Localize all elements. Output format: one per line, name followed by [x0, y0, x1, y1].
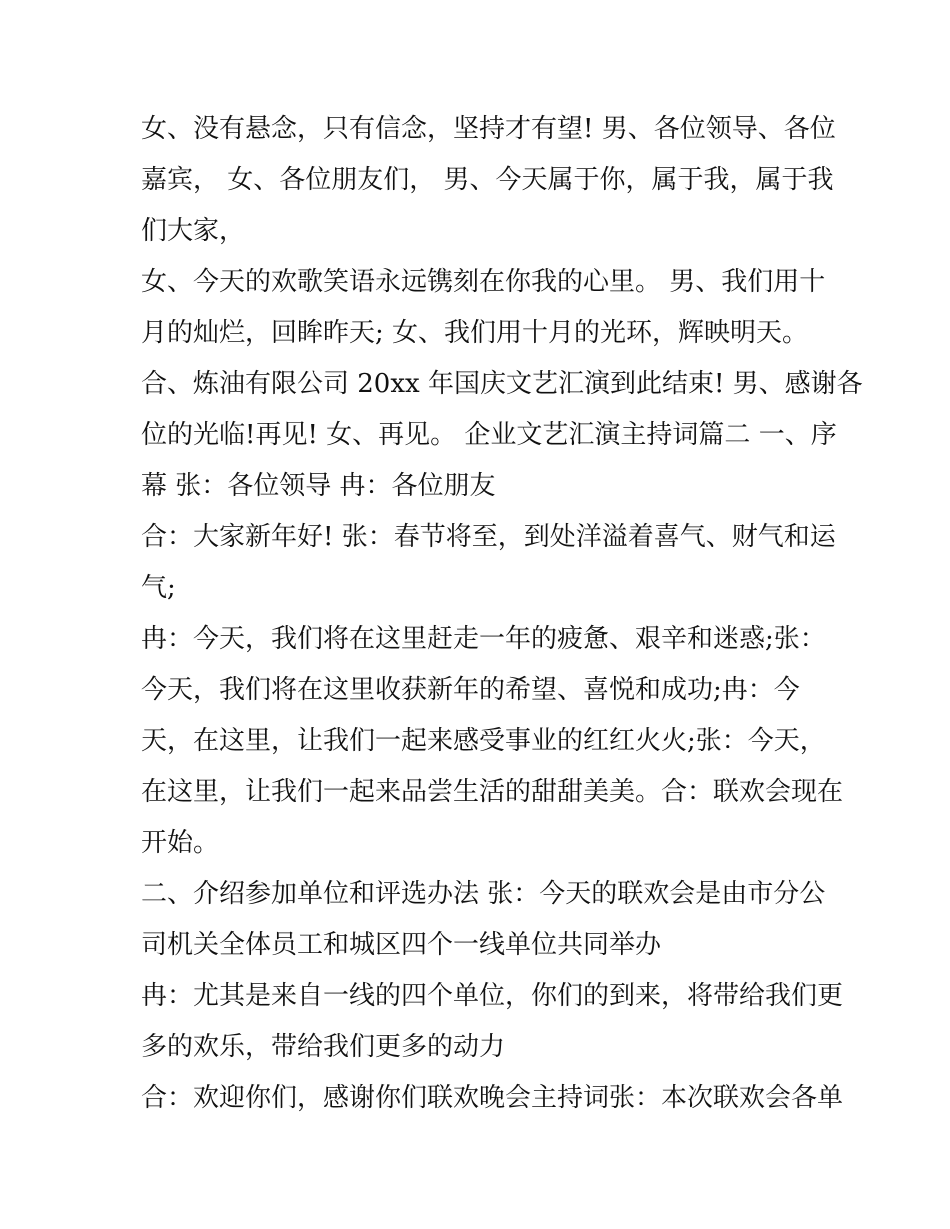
text-line: 开始。 [141, 828, 220, 858]
text-line: 幕 张：各位领导 冉：各位朋友 [141, 471, 496, 501]
text-line: 月的灿烂，回眸昨天; 女、我们用十月的光环，辉映明天。 [141, 318, 809, 348]
text-line: 冉：今天，我们将在这里赶走一年的疲惫、艰辛和迷惑;张： [141, 624, 826, 654]
text-line: 嘉宾， 女、各位朋友们， 男、今天属于你，属于我，属于我 [141, 165, 834, 195]
text-line: 二、介绍参加单位和评选办法 张：今天的联欢会是由市分公 [141, 879, 826, 909]
text-line: 合、炼油有限公司 20xx 年国庆文艺汇演到此结束! 男、感谢各 [141, 369, 863, 399]
text-line: 在这里，让我们一起来品尝生活的甜甜美美。合：联欢会现在 [141, 777, 844, 807]
text-line: 司机关全体员工和城区四个一线单位共同举办 [141, 930, 662, 960]
text-line: 女、没有悬念，只有信念，坚持才有望! 男、各位领导、各位 [141, 114, 836, 144]
text-line: 冉：尤其是来自一线的四个单位，你们的到来，将带给我们更 [141, 981, 844, 1011]
document-body [141, 104, 863, 1124]
text-line: 多的欢乐，带给我们更多的动力 [141, 1032, 506, 1062]
text-line: 位的光临!再见! 女、再见。 企业文艺汇演主持词篇二 一、序 [141, 420, 837, 450]
text-line: 们大家， [141, 216, 246, 246]
text-line: 气; [141, 573, 176, 603]
text-line: 合：欢迎你们，感谢你们联欢晚会主持词张：本次联欢会各单 [141, 1083, 844, 1113]
text-line: 女、今天的欢歌笑语永远镌刻在你我的心里。 男、我们用十 [141, 267, 826, 297]
text-line: 天，在这里，让我们一起来感受事业的红红火火;张：今天， [141, 726, 826, 756]
text-line: 合：大家新年好! 张：春节将至，到处洋溢着喜气、财气和运 [141, 522, 836, 552]
text-line: 今天，我们将在这里收获新年的希望、喜悦和成功;冉：今 [141, 675, 800, 705]
